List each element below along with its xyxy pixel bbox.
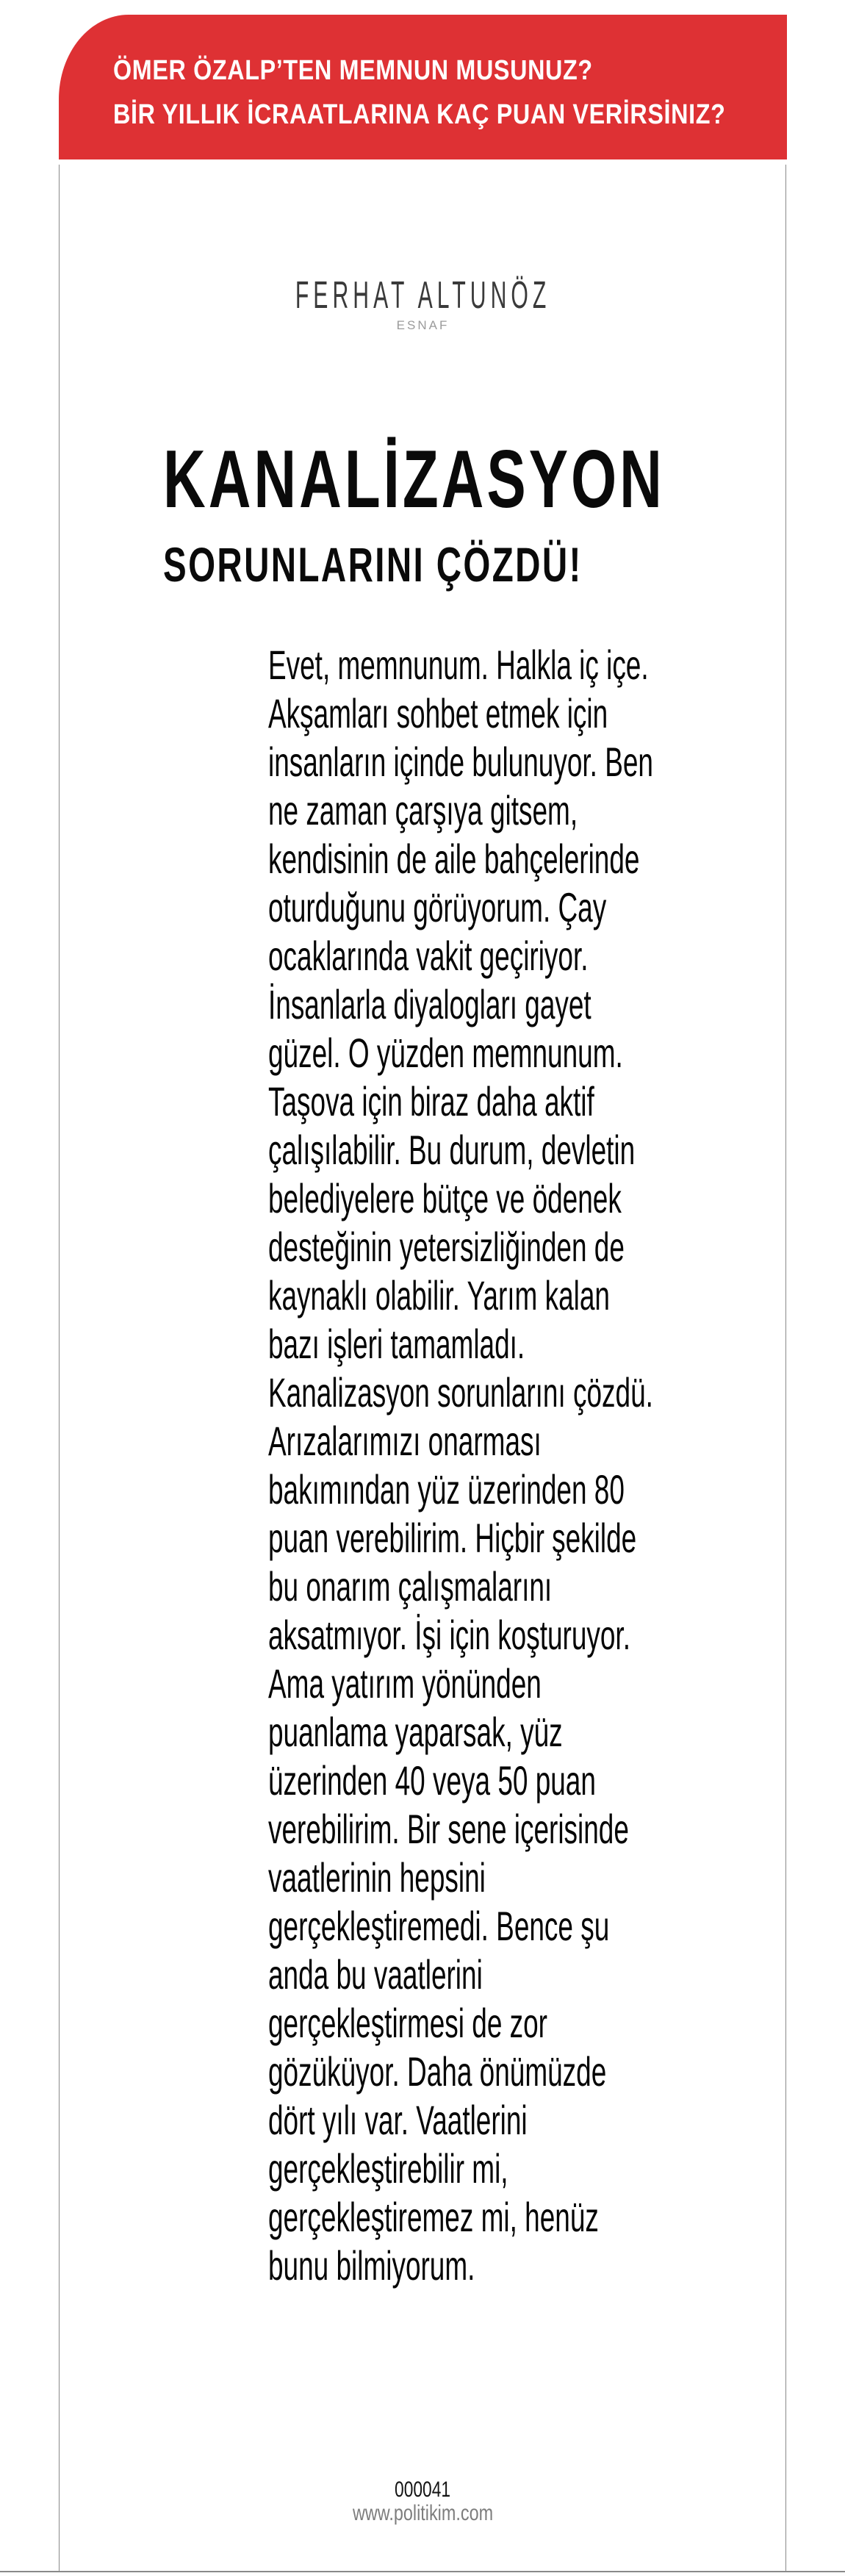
body-text-line: Arızalarımızı onarması <box>268 1418 542 1464</box>
body-text-line: puanlama yaparsak, yüz <box>268 1709 563 1755</box>
body-text-line: anda bu vaatlerini <box>268 1951 483 1998</box>
body-text-line: puan verebilirim. Hiçbir şekilde <box>268 1515 637 1561</box>
body-text-line: Kanalizasyon sorunlarını çözdü. <box>268 1369 653 1416</box>
banner-question-line-2: BİR YILLIK İCRAATLARINA KAÇ PUAN VERİRSİNIZ? <box>113 99 726 130</box>
body-text-line: Ama yatırım yönünden <box>268 1660 542 1707</box>
content-frame-left-border <box>59 165 60 2571</box>
footer-website <box>59 2502 787 2525</box>
headline-line-1: KANALİZASYON <box>163 434 665 525</box>
headline <box>163 434 845 592</box>
interview-body-text <box>268 641 845 2290</box>
author-role: ESNAF <box>396 318 450 333</box>
body-text-line: kaynaklı olabilir. Yarım kalan <box>268 1272 610 1319</box>
body-text-line: desteğinin yetersizliğinden de <box>268 1224 625 1270</box>
body-text-line: Akşamları sohbet etmek için <box>268 690 608 736</box>
body-text-line: gerçekleştiremez mi, henüz <box>268 2194 599 2240</box>
author-block <box>59 275 787 333</box>
body-text-line: ne zaman çarşıya gitsem, <box>268 787 578 833</box>
question-banner <box>59 15 787 159</box>
body-text-line: ocaklarında vakit geçiriyor. <box>268 933 589 979</box>
body-text-line: güzel. O yüzden memnunum. <box>268 1030 623 1076</box>
body-text-line: kendisinin de aile bahçelerinde <box>268 836 640 882</box>
body-text-line: çalışılabilir. Bu durum, devletin <box>268 1127 636 1173</box>
body-text-line: dört yılı var. Vaatlerini <box>268 2097 528 2143</box>
body-text-line: Taşova için biraz daha aktif <box>268 1078 594 1124</box>
body-text-line: İnsanlarla diyalogları gayet <box>268 981 592 1027</box>
body-text-line: bazı işleri tamamladı. <box>268 1321 525 1367</box>
body-text-line: verebilirim. Bir sene içerisinde <box>268 1806 629 1852</box>
body-text-line: vaatlerinin hepsini <box>268 1854 486 1901</box>
body-text-line: üzerinden 40 veya 50 puan <box>268 1757 596 1804</box>
footer-website-text: www.politikim.com <box>352 2501 494 2525</box>
body-text-line: bu onarım çalışmalarını <box>268 1563 553 1610</box>
body-text-line: gerçekleştiremedi. Bence şu <box>268 1903 610 1949</box>
body-text-line: insanların içinde bulunuyor. Ben <box>268 739 653 785</box>
author-name: FERHAT ALTUNÖZ <box>295 274 551 317</box>
body-text-line: bakımından yüz üzerinden 80 <box>268 1466 625 1513</box>
headline-line-2: SORUNLARINI ÇÖZDÜ! <box>163 537 583 592</box>
body-text-line: gerçekleştirmesi de zor <box>268 2000 547 2046</box>
body-text-line: gerçekleştirebilir mi, <box>268 2145 508 2192</box>
content-frame-bottom-border <box>0 2571 845 2572</box>
banner-question-line-1: ÖMER ÖZALP’TEN MEMNUN MUSUNUZ? <box>113 55 593 86</box>
body-text-line: Evet, memnunum. Halkla iç içe. <box>268 642 649 688</box>
footer-id-number: 000041 <box>395 2478 451 2502</box>
body-text-line: bunu bilmiyorum. <box>268 2242 475 2289</box>
body-text-line: gözüküyor. Daha önümüzde <box>268 2048 607 2095</box>
body-text-line: belediyelere bütçe ve ödenek <box>268 1175 622 1221</box>
body-text-line: oturduğunu görüyorum. Çay <box>268 884 607 930</box>
body-text-line: aksatmıyor. İşi için koşturuyor. <box>268 1612 630 1658</box>
footer <box>59 2478 787 2525</box>
